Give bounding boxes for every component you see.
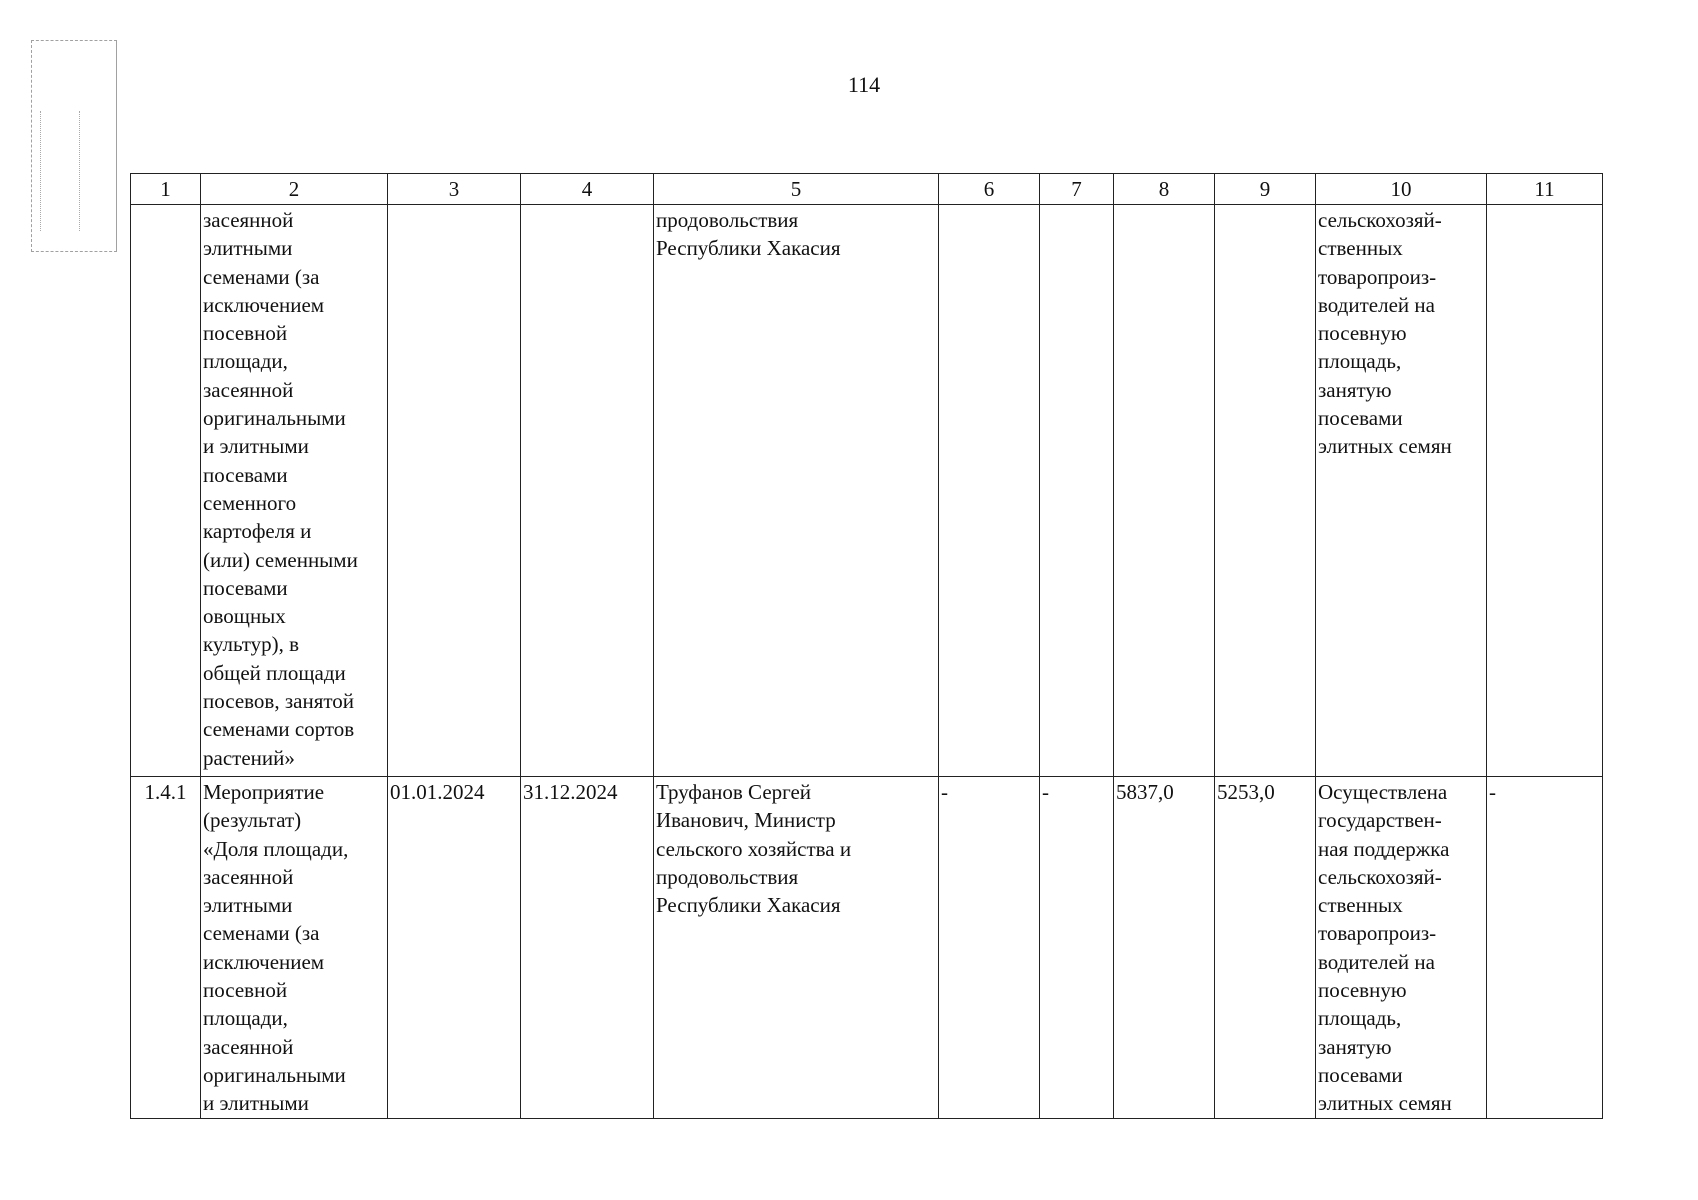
page-number: 114 — [847, 72, 881, 97]
column-header: 8 — [1114, 174, 1215, 205]
column-header: 3 — [388, 174, 521, 205]
column-11-cell — [1487, 205, 1603, 777]
column-8-cell: 5837,0 — [1114, 777, 1215, 1119]
column-header: 10 — [1316, 174, 1487, 205]
column-header: 11 — [1487, 174, 1603, 205]
column-header: 9 — [1215, 174, 1316, 205]
result-cell: Осуществлена государствен- ная поддержка сельскохозяй- ственных товаропроиз- водителей на посевную площадь, занятую посевами элитных семян — [1316, 777, 1487, 1119]
table-header-row — [131, 174, 1603, 205]
column-7-cell — [1040, 205, 1114, 777]
column-11-cell: - — [1487, 777, 1603, 1119]
end-date-cell: 31.12.2024 — [521, 777, 654, 1119]
end-date-cell — [521, 205, 654, 777]
start-date-cell — [388, 205, 521, 777]
column-header: 6 — [939, 174, 1040, 205]
column-7-cell: - — [1040, 777, 1114, 1119]
column-6-cell — [939, 205, 1040, 777]
column-8-cell — [1114, 205, 1215, 777]
row-number-cell — [131, 205, 201, 777]
column-6-cell: - — [939, 777, 1040, 1119]
column-9-cell: 5253,0 — [1215, 777, 1316, 1119]
table-row — [131, 205, 1603, 777]
result-cell: сельскохозяй- ственных товаропроиз- водителей на посевную площадь, занятую посевами элитных семян — [1316, 205, 1487, 777]
registration-stamp — [31, 40, 117, 252]
column-9-cell — [1215, 205, 1316, 777]
name-cell: засеянной элитными семенами (за исключением посевной площади, засеянной оригинальными и элитными посевами семенного картофеля и (или) семенными посевами овощных культур), в общей площади посевов, занятой семенами сортов растений» — [201, 205, 388, 777]
responsible-cell: продовольствия Республики Хакасия — [654, 205, 939, 777]
row-number-cell: 1.4.1 — [131, 777, 201, 1119]
table-row — [131, 777, 1603, 1119]
start-date-cell: 01.01.2024 — [388, 777, 521, 1119]
column-header: 2 — [201, 174, 388, 205]
document-table — [130, 173, 1603, 1119]
column-header: 5 — [654, 174, 939, 205]
column-header: 7 — [1040, 174, 1114, 205]
stamp-lines — [40, 111, 80, 231]
column-header: 1 — [131, 174, 201, 205]
column-header: 4 — [521, 174, 654, 205]
name-cell: Мероприятие (результат) «Доля площади, засеянной элитными семенами (за исключением посевной площади, засеянной оригинальными и элитными — [201, 777, 388, 1119]
responsible-cell: Труфанов Сергей Иванович, Министр сельского хозяйства и продовольствия Республики Хакасия — [654, 777, 939, 1119]
